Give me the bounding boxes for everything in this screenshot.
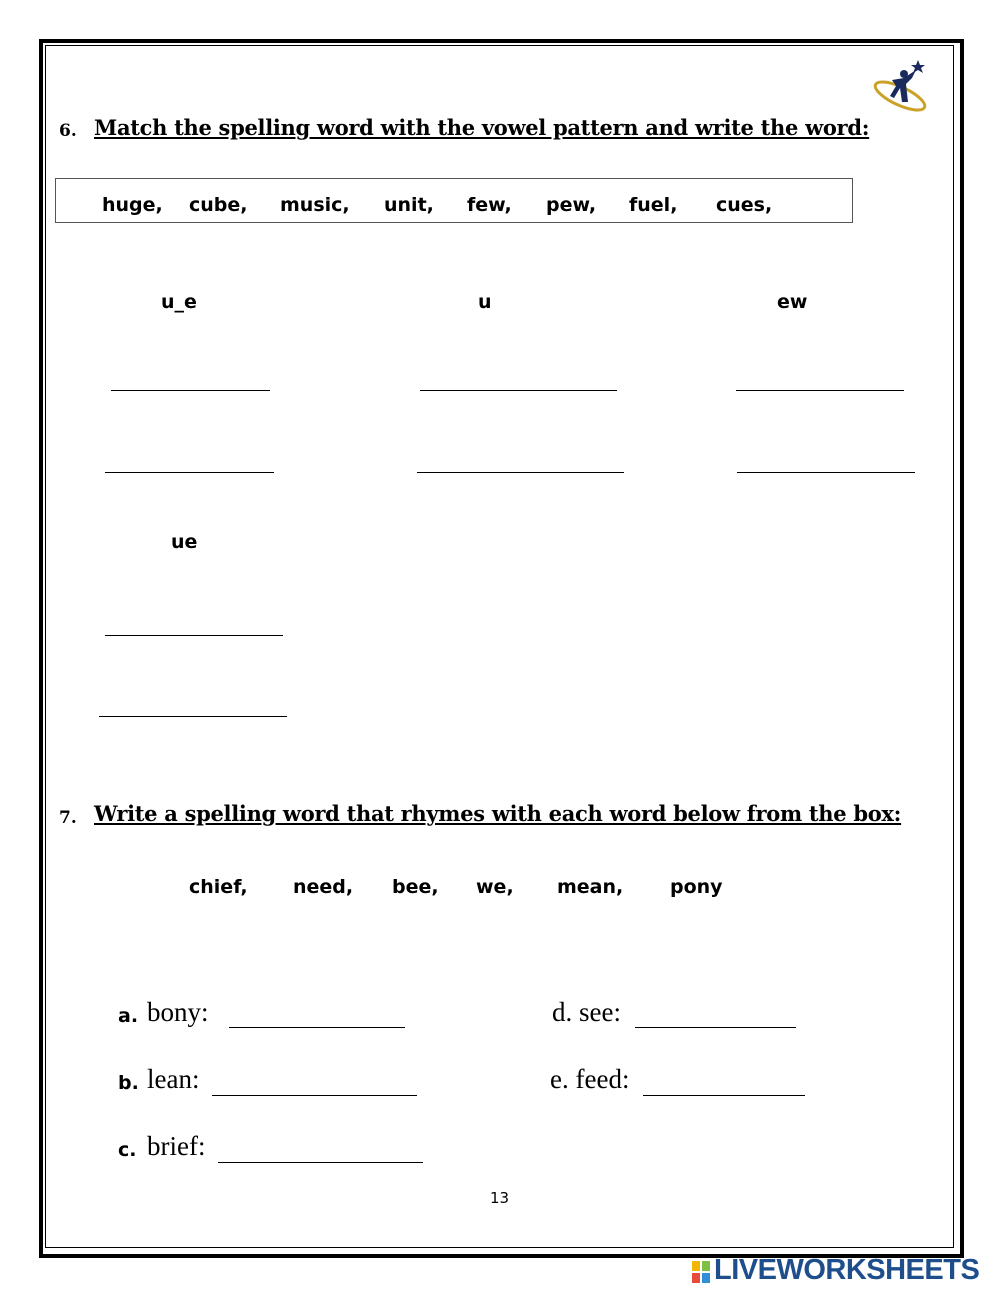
q6-word: cues, [716, 194, 773, 216]
answer-blank[interactable] [105, 635, 283, 636]
item-d-blank[interactable] [635, 1027, 796, 1028]
question-6-number: 6. [59, 121, 77, 141]
item-b-letter: b. [118, 1072, 139, 1094]
liveworksheets-icon [692, 1261, 710, 1283]
item-d-prompt: d. see: [552, 997, 621, 1027]
q6-word: few, [467, 194, 512, 216]
question-7-number: 7. [59, 808, 77, 828]
item-e-prompt: e. feed: [550, 1064, 630, 1094]
page-number: 13 [490, 1189, 510, 1207]
pattern-u_e: u_e [161, 291, 197, 313]
item-a-prompt: bony: [147, 997, 209, 1027]
item-a-blank[interactable] [229, 1027, 405, 1028]
q6-word: unit, [384, 194, 434, 216]
answer-blank[interactable] [99, 716, 287, 717]
answer-blank[interactable] [420, 390, 617, 391]
q6-word: huge, [102, 194, 163, 216]
question-7-title: Write a spelling word that rhymes with each word below from the box: [94, 801, 902, 826]
liveworksheets-wordmark: LIVEWORKSHEETS [714, 1254, 980, 1286]
school-logo-icon [872, 58, 932, 116]
q7-word: need, [293, 876, 354, 898]
q6-word: fuel, [629, 194, 678, 216]
q7-word: bee, [392, 876, 439, 898]
answer-blank[interactable] [111, 390, 270, 391]
q7-word: pony [670, 876, 723, 898]
item-c-letter: c. [118, 1139, 137, 1161]
answer-blank[interactable] [417, 472, 624, 473]
q7-word: mean, [557, 876, 624, 898]
q7-word: we, [476, 876, 514, 898]
item-b-prompt: lean: [147, 1064, 200, 1094]
item-c-prompt: brief: [147, 1131, 206, 1161]
q6-word: pew, [546, 194, 597, 216]
q6-word: music, [280, 194, 350, 216]
item-a-letter: a. [118, 1005, 139, 1027]
answer-blank[interactable] [737, 472, 915, 473]
item-b-blank[interactable] [212, 1095, 417, 1096]
item-e-blank[interactable] [643, 1095, 805, 1096]
pattern-ew: ew [777, 291, 808, 313]
question-6-title: Match the spelling word with the vowel pattern and write the word: [94, 115, 870, 140]
q6-word: cube, [189, 194, 248, 216]
item-c-blank[interactable] [218, 1162, 423, 1163]
answer-blank[interactable] [736, 390, 904, 391]
pattern-ue: ue [171, 531, 198, 553]
pattern-u: u [478, 291, 492, 313]
q7-word: chief, [189, 876, 248, 898]
answer-blank[interactable] [105, 472, 274, 473]
